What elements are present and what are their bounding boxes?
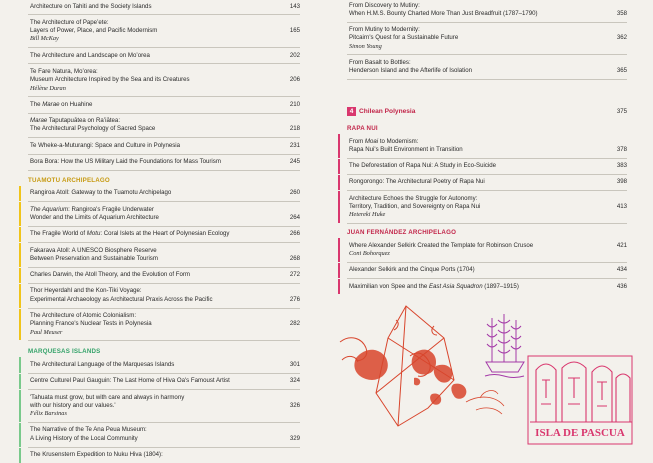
entry-page-number: 324 <box>289 377 300 385</box>
entry-title-line: The Narrative of the Te Ana Peua Museum: <box>30 426 147 434</box>
entry-title-line: Bora Bora: How the US Military Laid the Foundations for Mass Tourism <box>30 158 221 166</box>
section-color-bar <box>19 390 21 422</box>
entry-page-number: 272 <box>289 271 300 279</box>
entry-author: Paul Meuser <box>30 328 63 336</box>
toc-entry[interactable] <box>347 263 627 278</box>
marquesas-list <box>28 357 300 462</box>
toc-entry[interactable] <box>28 268 300 283</box>
section-color-bar <box>19 357 21 372</box>
society-islands-list <box>28 0 300 171</box>
section-color-bar <box>338 263 340 278</box>
toc-entry[interactable] <box>347 0 627 22</box>
ship-illustration <box>484 312 526 380</box>
entry-page-number: 266 <box>289 230 300 238</box>
toc-entry[interactable] <box>28 97 300 112</box>
entry-title-line: From Moai to Modernism: <box>349 137 419 145</box>
toc-entry[interactable] <box>28 227 300 242</box>
entry-title-line: Te Fare Natura, Moʻorea: <box>30 67 98 75</box>
toc-entry[interactable] <box>28 423 300 447</box>
section-header-tuamotu: TUAMOTU ARCHIPELAGO <box>28 176 110 184</box>
section-color-bar <box>19 423 21 447</box>
entry-title-line: A Living History of the Local Community <box>30 434 138 442</box>
toc-entry[interactable] <box>347 279 627 294</box>
toc-entry[interactable] <box>28 243 300 267</box>
entry-page-number: 383 <box>616 162 627 170</box>
entry-title-line: The Architecture and Landscape on Moʻorea <box>30 51 150 59</box>
divider <box>347 223 627 224</box>
rapa-nui-list <box>347 134 627 224</box>
entry-title-line: From Mutiny to Modernity: <box>349 26 420 34</box>
entry-title-line: The Architecture of Atomic Colonialism: <box>30 312 137 320</box>
entry-page-number: 268 <box>289 254 300 262</box>
section-header-juan-fernandez: JUAN FERNÁNDEZ ARCHIPELAGO <box>347 229 457 237</box>
chapter-title: Chilean Polynesia <box>359 108 416 116</box>
toc-entry[interactable] <box>28 309 300 341</box>
toc-entry[interactable] <box>28 155 300 170</box>
entry-title-line: Henderson Island and the Afterlife of Isolation <box>349 67 472 75</box>
entry-title-line: Thor Heyerdahl and the Kon-Tiki Voyage: <box>30 287 142 295</box>
section-color-bar <box>338 159 340 174</box>
entry-title-line: Rangiroa Atoll: Gateway to the Tuamotu Archipelago <box>30 189 172 197</box>
entry-page-number: 206 <box>289 76 300 84</box>
section-color-bar <box>338 238 340 262</box>
entry-title-line: The Deforestation of Rapa Nui: A Study in Eco-Suicide <box>349 162 497 170</box>
entry-page-number: 202 <box>289 51 300 59</box>
entry-page-number: 301 <box>289 360 300 368</box>
toc-entry[interactable] <box>28 186 300 201</box>
entry-title-line: Museum Architecture Inspired by the Sea and its Creatures <box>30 76 190 84</box>
entry-title-line: Experimental Archaeology as Architectural Praxis Across the Pacific <box>30 295 213 303</box>
entry-title-line: From Discovery to Mutiny: <box>349 1 420 9</box>
toc-entry[interactable] <box>28 48 300 63</box>
section-color-bar <box>19 186 21 201</box>
entry-title-line: 'Tahuata must grow, but with care and always in harmony <box>30 393 185 401</box>
entry-title-line: Marae Taputapuātea on Raʻiātea: <box>30 117 121 125</box>
entry-author: Hélène Duran <box>30 84 66 92</box>
toc-entry[interactable] <box>347 175 627 190</box>
tuamotu-list <box>28 186 300 342</box>
section-color-bar <box>338 134 340 158</box>
entry-title-line: The Architectural Psychology of Sacred Space <box>30 125 156 133</box>
entry-page-number: 365 <box>616 67 627 75</box>
entry-title-line: The Architectural Language of the Marquesas Islands <box>30 360 175 368</box>
entry-page-number: 165 <box>289 27 300 35</box>
divider <box>28 170 300 171</box>
entry-title-line: When H.M.S. Bounty Charted More Than Just Breadfruit (1787–1790) <box>349 9 538 17</box>
divider <box>28 340 300 341</box>
entry-author: Félix Barsinas <box>30 410 67 418</box>
entry-page-number: 326 <box>289 401 300 409</box>
entry-author: Bill McKay <box>30 35 59 43</box>
chapter-heading[interactable] <box>347 104 627 119</box>
toc-entry[interactable] <box>347 238 627 262</box>
entry-title-line: From Basalt to Bottles: <box>349 58 411 66</box>
section-color-bar <box>338 191 340 223</box>
stamp-text: ISLA DE PASCUA <box>535 427 625 439</box>
toc-entry[interactable] <box>28 284 300 308</box>
pitcairn-list <box>347 0 627 80</box>
toc-entry[interactable] <box>28 0 300 14</box>
toc-entry[interactable] <box>28 138 300 153</box>
toc-entry[interactable] <box>28 357 300 372</box>
entry-title-line: Alexander Selkirk and the Cinque Ports (1704) <box>349 266 475 274</box>
entry-page-number: 264 <box>289 213 300 221</box>
section-color-bar <box>338 279 340 294</box>
section-header-rapa-nui: RAPA NUI <box>347 125 378 133</box>
toc-entry[interactable] <box>347 191 627 223</box>
entry-title-line: Rongorongo: The Architectural Poetry of Rapa Nui <box>349 178 485 186</box>
entry-page-number: 282 <box>289 320 300 328</box>
entry-page-number: 358 <box>616 9 627 17</box>
toc-entry[interactable] <box>347 134 627 158</box>
toc-entry[interactable] <box>28 374 300 389</box>
entry-title-line: Planning France's Nuclear Tests in Polynesia <box>30 320 152 328</box>
toc-entry[interactable] <box>347 159 627 174</box>
entry-page-number: 436 <box>616 282 627 290</box>
entry-title-line: The Marae on Huahine <box>30 100 93 108</box>
entry-page-number: 143 <box>289 2 300 10</box>
entry-page-number: 231 <box>289 141 300 149</box>
entry-page-number: 210 <box>289 100 300 108</box>
section-color-bar <box>19 309 21 341</box>
entry-page-number: 329 <box>289 434 300 442</box>
entry-page-number: 434 <box>616 266 627 274</box>
entry-page-number: 218 <box>289 125 300 133</box>
entry-title-line: Architecture Echoes the Struggle for Autonomy: <box>349 194 478 202</box>
toc-entry[interactable] <box>28 64 300 96</box>
entry-title-line: The Krusenstern Expedition to Nuku Hiva (1804): <box>30 451 163 458</box>
entry-page-number: 413 <box>616 203 627 211</box>
entry-title-line: Architecture on Tahiti and the Society Islands <box>30 2 152 10</box>
section-color-bar <box>19 227 21 242</box>
entry-title-line: The Architecture of Papeʻete: <box>30 18 109 26</box>
entry-title-line: Wonder and the Limits of Aquarium Architecture <box>30 213 159 221</box>
entry-page-number: 260 <box>289 189 300 197</box>
section-color-bar <box>19 268 21 283</box>
entry-title-line: Maximilian von Spee and the East Asia Squadron (1897–1915) <box>349 282 519 290</box>
entry-title-line: Pitcairn's Quest for a Sustainable Future <box>349 34 459 42</box>
entry-page-number: 245 <box>289 158 300 166</box>
entry-title-line: with our history and our values.' <box>30 401 116 409</box>
toc-entry[interactable] <box>28 202 300 226</box>
chapter-page: 375 <box>616 108 627 116</box>
entry-title-line: Centre Culturel Paul Gauguin: The Last Home of Hiva Oa's Famoust Artist <box>30 377 230 385</box>
entry-title-line: Where Alexander Selkirk Created the Template for Robinson Crusoe <box>349 241 534 249</box>
toc-left-column <box>28 0 300 463</box>
toc-entry[interactable] <box>347 55 627 79</box>
section-color-bar <box>19 374 21 389</box>
juan-fernandez-list <box>347 238 627 294</box>
entry-page-number: 421 <box>616 241 627 249</box>
section-color-bar <box>19 202 21 226</box>
entry-page-number: 378 <box>616 145 627 153</box>
entry-author: Hetereki Huke <box>349 211 386 219</box>
entry-page-number: 398 <box>616 178 627 186</box>
toc-entry[interactable] <box>28 390 300 422</box>
entry-page-number: 362 <box>616 34 627 42</box>
toc-entry[interactable] <box>28 15 300 47</box>
entry-title-line: Layers of Power, Place, and Pacific Modernism <box>30 27 158 35</box>
toc-right-column <box>347 0 627 294</box>
section-header-marquesas: MARQUESAS ISLANDS <box>28 348 101 356</box>
section-color-bar <box>19 284 21 308</box>
section-color-bar <box>338 175 340 190</box>
section-color-bar <box>19 243 21 267</box>
entry-title-line: Rapa Nui's Built Environment in Transition <box>349 145 463 153</box>
chapter-number: 4 <box>347 107 356 116</box>
entry-title-line: Between Preservation and Sustainable Tourism <box>30 254 158 262</box>
entry-author: Coni Bohorquez <box>349 249 390 257</box>
entry-author: Simon Young <box>349 42 382 50</box>
entry-title-line: Charles Darwin, the Atoll Theory, and the Evolution of Form <box>30 271 190 279</box>
entry-title-line: The Fragile World of Motu: Coral Islets at the Heart of Polynesian Ecology <box>30 230 230 238</box>
entry-page-number: 276 <box>289 295 300 303</box>
toc-entry[interactable] <box>347 23 627 55</box>
entry-title-line: Territory, Tradition, and Sovereignty on Rapa Nui <box>349 203 481 211</box>
moai-stamp-illustration <box>526 350 634 450</box>
entry-title-line: Fakarava Atoll: A UNESCO Biosphere Reserve <box>30 246 157 254</box>
entry-title-line: Te Wheke-a-Muturangi: Space and Culture in Polynesia <box>30 141 181 149</box>
entry-title-line: The Aquarium: Rangiroa's Fragile Underwater <box>30 205 154 213</box>
toc-entry[interactable] <box>28 114 300 138</box>
